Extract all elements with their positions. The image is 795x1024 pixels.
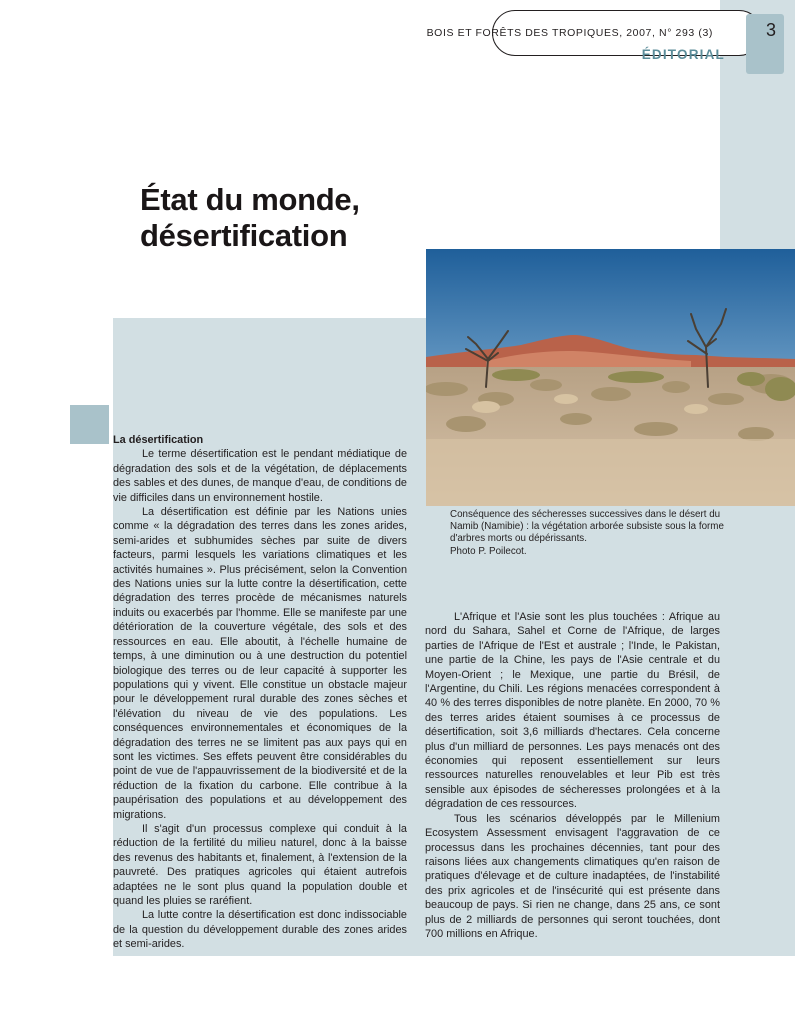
right-column xyxy=(425,610,720,941)
page-number: 3 xyxy=(766,20,777,40)
section-heading: La désertification xyxy=(113,434,204,446)
paragraph: Tous les scénarios développés par le Millenium Ecosystem Assessment envisagent l'aggravation de ce processus dans les prochaines décennies, tant pour des raisons liées aux changements climatiques qu'en raison de pratiques d'élevage et de culture inadaptées, de l'instabilité des prix agricoles et de l'insécurité qui est présente dans beaucoup de pays. Si rien ne change, dans 25 ans, ce sont plus de 2 milliards de personnes qui seront touchées, dont 700 millions en Afrique. xyxy=(425,812,720,940)
section-marker xyxy=(70,405,109,444)
running-header xyxy=(426,10,762,62)
paragraph: La lutte contre la désertification est donc indissociable de la question du développement durable des zones arides et semi-arides. xyxy=(113,909,407,951)
bottom-margin xyxy=(0,956,795,1024)
title-line-1: État du monde, xyxy=(140,182,360,217)
paragraph: Le terme désertification est le pendant médiatique de dégradation des sols et de la végétation, de déplacements des sables et des dunes, de manque d'eau, de conditions de vie difficiles dans un environnement hostile. xyxy=(113,448,407,504)
paragraph: La désertification est définie par les Nations unies comme « la dégradation des terres dans les zones arides, semi-arides et subhumides sèches par suite de divers facteurs, parmi lesquels les variations climatiques et les activités humaines ». Plus précisément, selon la Convention des Nations unies sur la lutte contre la désertification, cette dégradation des terres procède de mécanismes naturels induits ou exacerbés par l'homme. Elle se manifeste par une détérioration de la couverture végétale, des sols et des ressources en eau. Elle aboutit, à l'échelle humaine de temps, à une diminution ou à une destruction du potentiel biologique des terres ou de leur capacité à supporter les populations qui y vivent. Elle constitue un obstacle majeur pour le développement rural durable des zones sèches et l'élévation du niveau de vie des populations. Les conséquences environnementales et économiques de la dégradation des terres ne se limitent pas aux pays qui en sont les victimes. Ses effets peuvent être considérables du point de vue de l'appauvrissement de la biodiversité et de la réduction de la fixation du carbone. Elle contribue à la paupérisation des populations et au développement des migrations. xyxy=(113,506,407,821)
paragraph: L'Afrique et l'Asie sont les plus touchées : Afrique au nord du Sahara, Sahel et Corne de l'Afrique, de larges parties de l'Afrique de l'Est et australe ; l'Inde, le Pakistan, une partie de la Chine, les pays de l'Asie centrale et du Moyen-Orient ; le Mexique, une partie du Brésil, de l'Argentine, du Chili. Les régions menacées correspondent à 40 % des terres disponibles de notre planète. En 2000, 70 % des terres arides étaient soumises à ce processus de désertification, soit 3,6 milliards d'hectares. Cela concerne plus d'un milliard de personnes. Les pays menacés ont des économies qui reposent essentiellement sur leurs ressources naturelles renouvelables et leur Pib est très sensible aux épisodes de sécheresses prolongées et à la dégradation de ces ressources. xyxy=(425,611,720,811)
namib-desert-photo xyxy=(426,249,795,506)
left-column xyxy=(113,433,407,952)
photo-caption xyxy=(450,509,750,558)
left-margin xyxy=(0,0,113,1024)
caption-text: Conséquence des sécheresses successives dans le désert du Namib (Namibie) : la végétation arborée subsiste sous la forme d'arbres morts ou dépérissants. xyxy=(450,509,724,545)
journal-reference: BOIS ET FORÊTS DES TROPIQUES, 2007, N° 293 (3) xyxy=(426,27,713,39)
page-tab xyxy=(746,14,784,74)
photo-credit: Photo P. Poilecot. xyxy=(450,545,527,557)
section-label: ÉDITORIAL xyxy=(641,47,725,62)
article-title xyxy=(140,182,360,254)
title-line-2: désertification xyxy=(140,218,348,253)
paragraph: Il s'agit d'un processus complexe qui conduit à la réduction de la fertilité du milieu naturel, donc à la baisse des revenus des habitants et, finalement, à l'extension de la pauvreté. Des pratiques agricoles qui étaient autrefois adaptées ne le sont plus quand la population double et quand les pluies se raréfient. xyxy=(113,822,407,907)
